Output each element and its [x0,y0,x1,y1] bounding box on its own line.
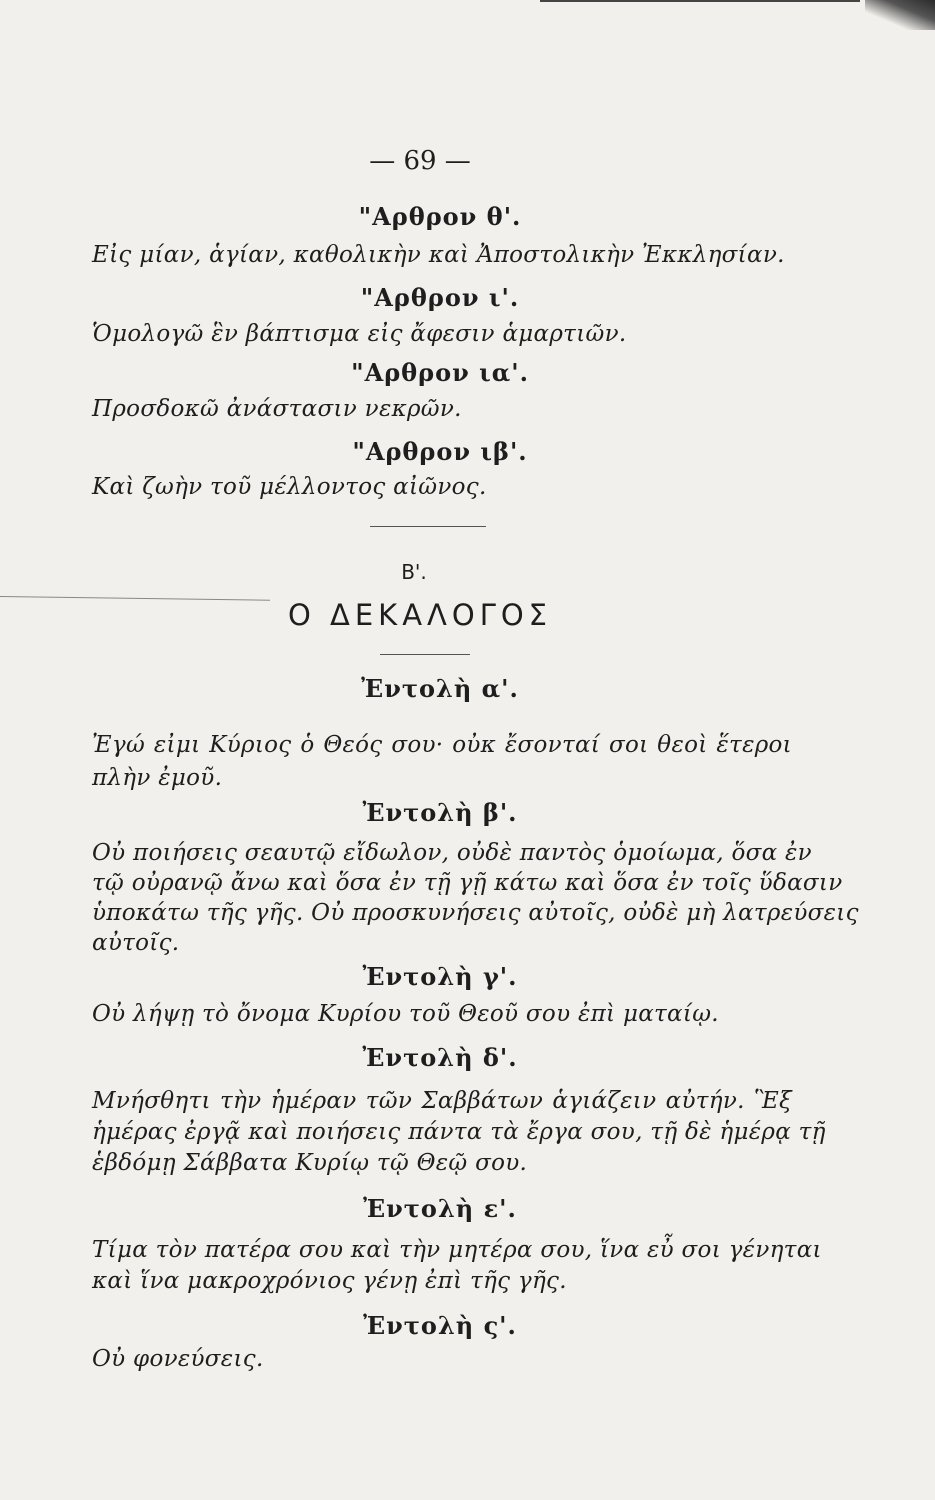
commandment-line: Μνήσθητι τὴν ἡμέραν τῶν Σαββάτων ἁγιάζειν αὐτήν. Ἓξ [92,1088,792,1114]
commandment-heading: Ἐντολὴ ε'. [363,1194,517,1223]
article-text: Ὁμολογῶ ἓν βάπτισμα εἰς ἄφεσιν ἁμαρτιῶν. [92,321,627,347]
commandment-line: Οὐ λήψῃ τὸ ὄνομα Κυρίου τοῦ Θεοῦ σου ἐπὶ ματαίῳ. [92,1001,719,1027]
article-heading: "Αρθρον θ'. [358,202,522,231]
commandment-line: καὶ ἵνα μακροχρόνιος γένῃ ἐπὶ τῆς γῆς. [92,1268,567,1294]
commandment-line: πλὴν ἐμοῦ. [92,765,223,791]
section-title: Ο ΔΕΚΑΛΟΓΟΣ [287,598,553,632]
commandment-line: Ἐγώ εἰμι Κύριος ὁ Θεός σου· οὐκ ἔσονταί σοι θεοὶ ἕτεροι [92,732,792,758]
commandment-heading: Ἐντολὴ δ'. [362,1043,518,1072]
article-heading: "Αρθρον ια'. [351,358,529,387]
commandment-line: ἑβδόμῃ Σάββατα Κυρίῳ τῷ Θεῷ σου. [92,1150,528,1176]
commandment-line: Οὐ ποιήσεις σεαυτῷ εἴδωλον, οὐδὲ παντὸς ὁμοίωμα, ὅσα ἐν [92,840,812,866]
commandment-line: Τίμα τὸν πατέρα σου καὶ τὴν μητέρα σου, ἵνα εὖ σοι γένηται [92,1237,822,1263]
divider-rule [370,526,486,527]
article-heading: "Αρθρον ιβ'. [352,437,528,466]
commandment-heading: Ἐντολὴ γ'. [362,962,518,991]
commandment-heading: Ἐντολὴ β'. [362,798,518,827]
commandment-line: ὑποκάτω τῆς γῆς. Οὐ προσκυνήσεις αὐτοῖς, οὐδὲ μὴ λατρεύσεις [92,900,859,926]
commandment-line: Οὐ φονεύσεις. [92,1346,264,1372]
section-number: Β'. [401,560,427,584]
page-number: — 69 — [369,146,471,176]
commandment-line: ἡμέρας ἐργᾷ καὶ ποιήσεις πάντα τὰ ἔργα σου, τῇ δὲ ἡμέρᾳ τῇ [92,1119,826,1145]
article-heading: "Αρθρον ι'. [360,283,520,312]
commandment-heading: Ἐντολὴ ς'. [363,1311,517,1340]
commandment-heading: Ἐντολὴ α'. [361,674,519,703]
commandment-line: αὐτοῖς. [92,930,180,956]
article-text: Εἰς μίαν, ἁγίαν, καθολικὴν καὶ Ἀποστολικὴν Ἐκκλησίαν. [92,242,785,268]
commandment-line: τῷ οὐρανῷ ἄνω καὶ ὅσα ἐν τῇ γῇ κάτω καὶ ὅσα ἐν τοῖς ὕδασιν [92,870,843,896]
article-text: Προσδοκῶ ἀνάστασιν νεκρῶν. [92,396,462,422]
divider-rule [380,654,470,655]
article-text: Καὶ ζωὴν τοῦ μέλλοντος αἰῶνος. [92,474,487,500]
